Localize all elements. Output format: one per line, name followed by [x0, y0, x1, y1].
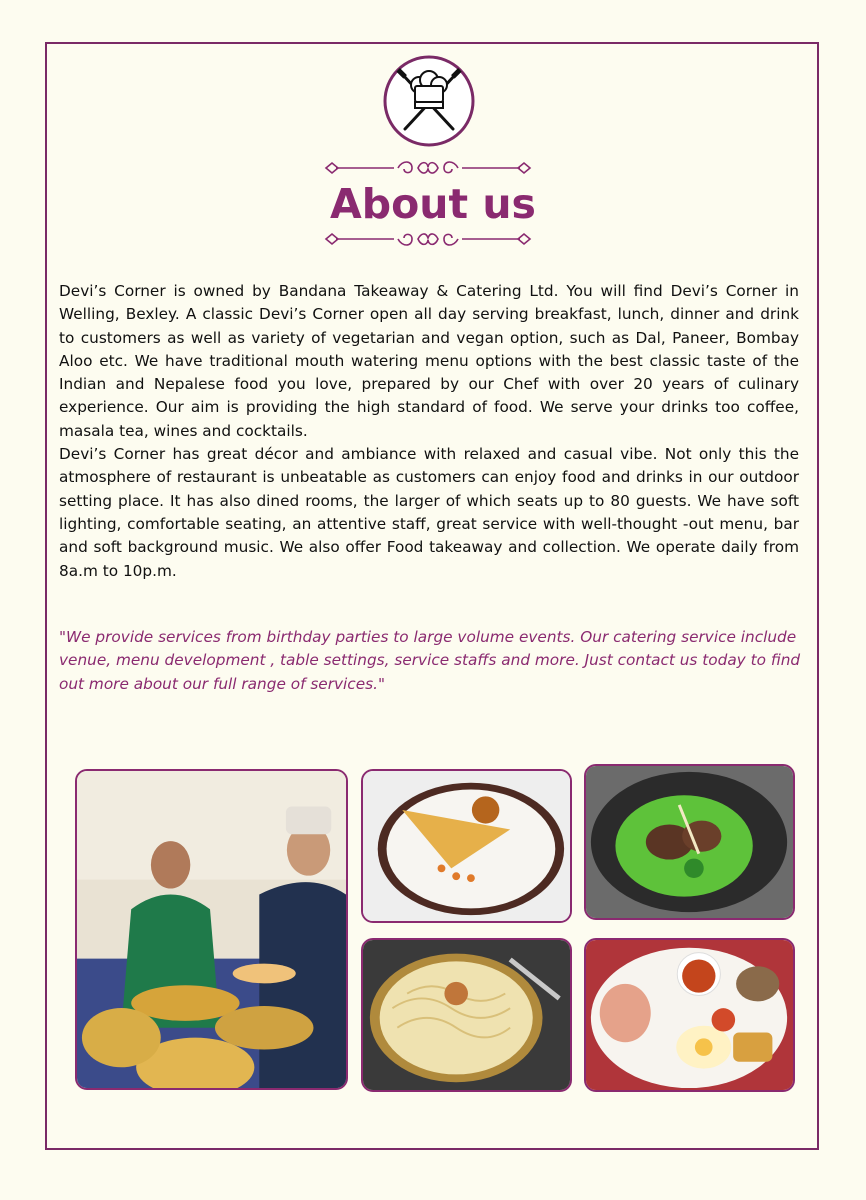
about-paragraph-2: Devi’s Corner has great décor and ambiance with relaxed and casual vibe. Not only this the atmosphere of restaurant is unbeatable as customers can enjoy food and drinks in our outdoor setting place. It has also dined rooms, the larger of which seats up to 80 guests. We have soft lighting, comfortable seating, an attentive staff, great service with well-thought -out menu, bar and soft background music. We also offer Food takeaway and collection. We operate daily from 8a.m to 10p.m.: [59, 445, 799, 580]
green-curry-dish-photo: [584, 764, 795, 920]
bottom-ornament-icon: [322, 229, 534, 249]
dosa-plate-photo: [361, 769, 572, 923]
top-ornament-icon: [322, 158, 534, 178]
page-title: About us: [330, 180, 536, 228]
about-body: [59, 280, 799, 583]
chef-logo-icon: [383, 55, 475, 147]
noodles-pan-photo: [361, 938, 572, 1092]
catering-buffet-photo: [75, 769, 348, 1090]
about-paragraph-1: Devi’s Corner is owned by Bandana Takeaway & Catering Ltd. You will find Devi’s Corner in Welling, Bexley. A classic Devi’s Corner open all day serving breakfast, lunch, dinner and drink to customers as well as variety of vegetarian and vegan option, such as Dal, Paneer, Bombay Aloo etc. We have traditional mouth watering menu options with the best classic taste of the Indian and Nepalese food you love, prepared by our Chef with over 20 years of culinary experience. Our aim is providing the high standard of food. We serve your drinks too coffee, masala tea, wines and cocktails.: [59, 282, 799, 440]
breakfast-plate-photo: [584, 938, 795, 1092]
services-quote: "We provide services from birthday parties to large volume events. Our catering service include venue, menu development , table settings, service staffs and more. Just contact us today to find out more about our full range of services.": [59, 628, 801, 693]
